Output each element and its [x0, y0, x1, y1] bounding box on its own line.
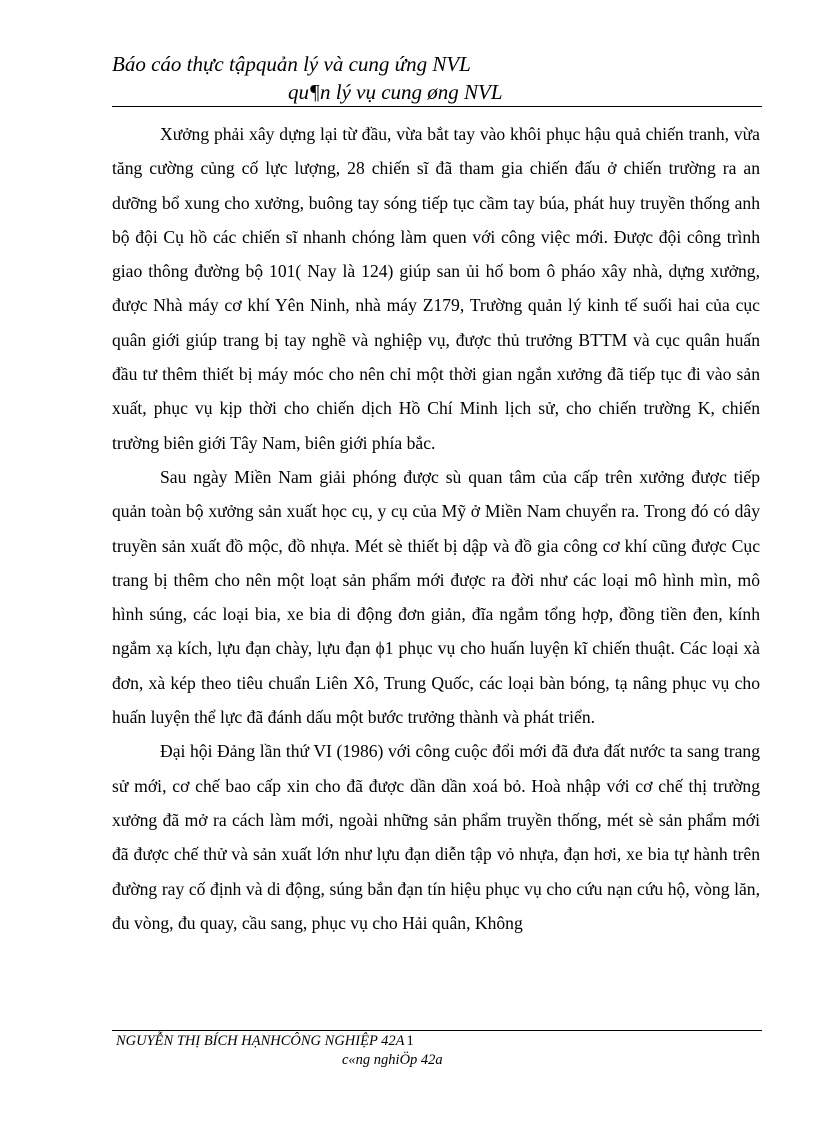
footer-author: NGUYỄN THỊ BÍCH HẠNHCÔNG NGHIỆP 42A: [116, 1033, 405, 1049]
header-title: Báo cáo thực tậpquản lý và cung ứng NVL: [112, 52, 471, 76]
page-footer: [116, 1032, 762, 1070]
header-subtitle: qu¶n lý vụ cung øng NVL: [288, 80, 503, 104]
footer-subtitle: c«ng nghiÖp 42a: [342, 1052, 443, 1068]
page-header: [112, 50, 762, 106]
header-divider: [112, 106, 762, 107]
document-body: [112, 117, 760, 940]
paragraph: Sau ngày Miền Nam giải phóng được sù quan tâm của cấp trên xưởng được tiếp quản toàn bộ xưởng sản xuất học cụ, y cụ của Mỹ ở Miền Nam chuyển ra. Trong đó có dây truyền sản xuất đồ mộc, đồ nhựa. Mét sè thiết bị dập và đồ gia công cơ khí cũng được Cục trang bị thêm cho nên một loạt sản phẩm mới được ra đời như các loại mô hình mìn, mô hình súng, các loại bia, xe bia di động đơn giản, đĩa ngắm tổng hợp, đồng tiền đen, kính ngắm xạ kích, lựu đạn chày, lựu đạn ϕ1 phục vụ cho huấn luyện kĩ chiến thuật. Các loại xà đơn, xà kép theo tiêu chuẩn Liên Xô, Trung Quốc, các loại bàn bóng, tạ nâng phục vụ cho huấn luyện thể lực đã đánh dấu một bước trưởng thành và phát triển.: [112, 466, 760, 728]
paragraph: Đại hội Đảng lần thứ VI (1986) với công cuộc đổi mới đã đưa đất nước ta sang trang sử mới, cơ chế bao cấp xin cho đã được dần dần xoá bỏ. Hoà nhập với cơ chế thị trường xưởng đã mở ra cách làm mới, ngoài những sản phẩm truyền thống, mét sè sản phẩm mới đã được chế thử và sản xuất lớn như lựu đạn diễn tập vỏ nhựa, đạn hơi, xe bia tự hành trên đường ray cố định và di động, súng bắn đạn tín hiệu phục vụ cho cứu nạn cứu hộ, vòng lăn, đu vòng, đu quay, cầu sang, phục vụ cho Hải quân, Không: [112, 741, 760, 933]
paragraph: Xưởng phải xây dựng lại từ đầu, vừa bắt tay vào khôi phục hậu quả chiến tranh, vừa tăng cường củng cố lực lượng, 28 chiến sĩ đã tham gia chiến đấu ở chiến trường ra an dưỡng bổ xung cho xưởng, buông tay sóng tiếp tục cầm tay búa, phát huy truyền thống anh bộ đội Cụ hồ các chiến sĩ nhanh chóng làm quen với công việc mới. Được đội công trình giao thông đường bộ 101( Nay là 124) giúp san ủi hố bom ô pháo xây nhà, dựng xưởng, được Nhà máy cơ khí Yên Ninh, nhà máy Z179, Trường quản lý kinh tế suối hai của cục quân giới giúp trang bị tay nghề và nghiệp vụ, được thủ trưởng BTTM và cục quân huấn đầu tư thêm thiết bị máy móc cho nên chỉ một thời gian ngắn xưởng đã tiếp tục đi vào sản xuất, phục vụ kịp thời cho chiến dịch Hồ Chí Minh lịch sử, cho chiến trường K, chiến trường biên giới Tây Nam, biên giới phía bắc.: [112, 124, 760, 453]
footer-author-line: [116, 1032, 762, 1051]
page-number: 1: [406, 1033, 414, 1049]
footer-divider: [112, 1030, 762, 1031]
